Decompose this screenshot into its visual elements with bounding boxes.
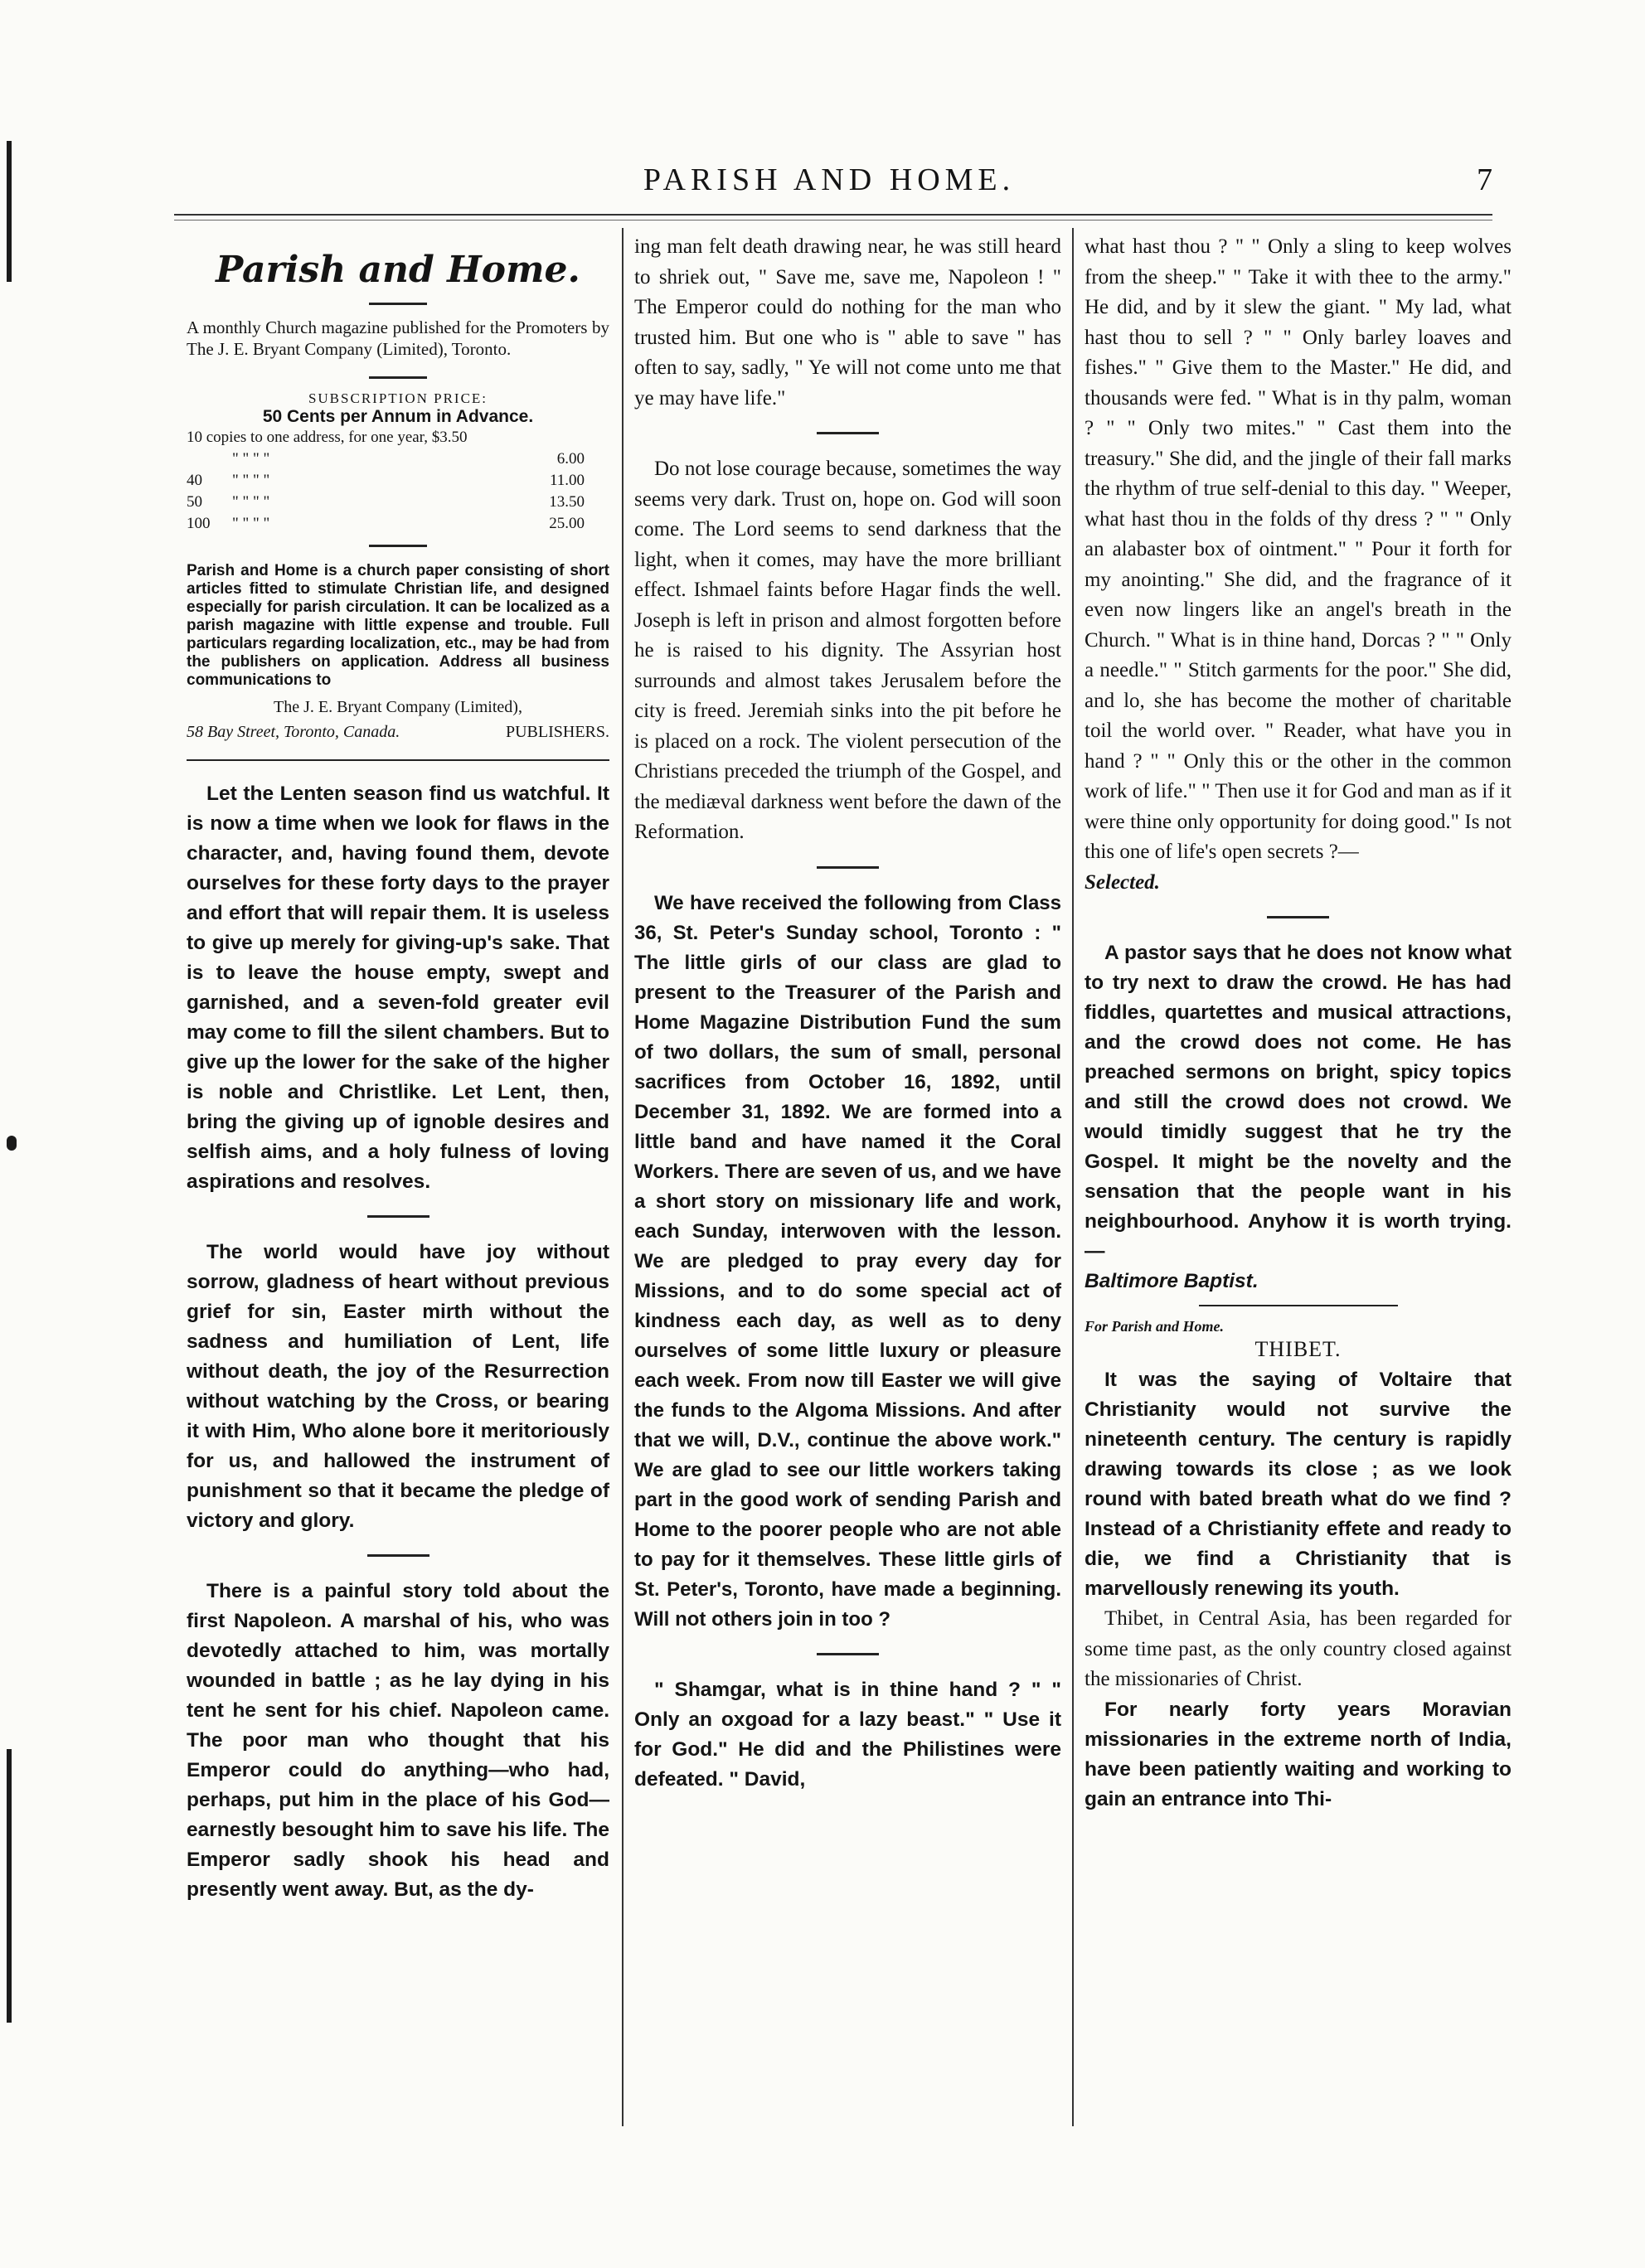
divider bbox=[369, 545, 427, 547]
divider bbox=[369, 303, 427, 305]
divider bbox=[1267, 916, 1329, 918]
header-rule bbox=[174, 214, 1492, 216]
divider bbox=[369, 376, 427, 379]
column-right bbox=[1085, 232, 1512, 1815]
rate-first: 10 copies to one address, for one year, $3.50 bbox=[187, 429, 468, 446]
section-rule bbox=[187, 759, 609, 761]
rate-row: 40 " " " " 11.00 bbox=[187, 472, 585, 489]
article-napoleon-continued: ing man felt death drawing near, he was still heard to shriek out, " Save me, save me, Napoleon ! " The Emperor could do nothing for the man who trusted him. But one who is " able to save " has often to say, sadly, " Ye will not come unto me that ye may have life." bbox=[634, 235, 1061, 410]
rates-table bbox=[187, 427, 609, 535]
column-middle bbox=[634, 232, 1061, 1795]
article-thibet-p2: Thibet, in Central Asia, has been regarded for some time past, as the only country closed against the missionaries of Christ. bbox=[1085, 1607, 1512, 1690]
page-number: 7 bbox=[1477, 162, 1492, 197]
article-thibet-p3: For nearly forty years Moravian missionaries in the extreme north of India, have been patiently waiting and working to gain an entrance into Thi- bbox=[1085, 1698, 1512, 1810]
divider bbox=[367, 1554, 429, 1557]
article-napoleon: There is a painful story told about the first Napoleon. A marshal of his, who was devotedly attached to him, was mortally wounded in battle ; as he lay dying in his tent he sent for his chief. Napoleon came. The poor man who thought that his Emperor could do anything—who had, perhaps, put him in the place of his God—earnestly besought him to save his life. The Emperor sadly shook his head and presently went away. But, as the dy- bbox=[187, 1580, 609, 1901]
article-courage: Do not lose courage because, sometimes the way seems very dark. Trust on, hope on. God will soon come. The Lord seems to send darkness that the light, when it comes, may have the more brilliant effect. Ishmael faints before Hagar finds the well. Joseph is left in prison and almost forgotten before he is raised to his dignity. The Assyrian host surrounds and almost takes Jerusalem before the city is freed. Jeremiah sinks into the pit before he is placed on a rock. The violent persecution of the Christians preceded the triumph of the Gospel, and the mediæval darkness went before the dawn of the Reformation. bbox=[634, 458, 1061, 843]
article-shamgar: " Shamgar, what is in thine hand ? " " Only an oxgoad for a lazy beast." " Use it for God." He did and the Philistines were defeated. " David, bbox=[634, 1678, 1061, 1791]
attribution-baltimore: Baltimore Baptist. bbox=[1085, 1270, 1259, 1292]
divider bbox=[817, 432, 879, 434]
rate-row: " " " " 6.00 bbox=[232, 450, 585, 468]
divider bbox=[367, 1215, 429, 1218]
divider bbox=[817, 866, 879, 869]
masthead-intro: A monthly Church magazine published for the Promoters by The J. E. Bryant Company (Limited), Toronto. bbox=[187, 317, 609, 359]
section-rule bbox=[1199, 1305, 1398, 1306]
article-shamgar-continued: what hast thou ? " " Only a sling to keep wolves from the sheep." " Take it with thee to the army." He did, and by it slew the giant. " My lad, what hast thou to sell ? " " Only barley loaves and fishes." " Give them to the Master." He did, and thousands were fed. " What is in thy palm, woman ? " " Only two mites." " Cast them into the treasury." She did, and the jingle of their fall marks the rhythm of true self-denial to this day. " Weeper, what hast thou in the folds of thy dress ? " " Only an alabaster box of ointment." " Pour it forth for my anointing." She did, and the fragrance of it even now lingers like an angel's breath in the Church. " What is in thine hand, Dorcas ? " " Only a needle." " Stitch garments for the poor." She did, and lo, she has become the mother of charitable toil the world over. " Reader, what have you in hand ? " " Only this or the other in the common work of life." " Then use it for God and man as if it were thine only opportunity for doing good." Is not this one of life's open secrets ?— bbox=[1085, 235, 1512, 863]
scan-edge-mark-bottom bbox=[7, 1749, 12, 2023]
column-left bbox=[187, 232, 609, 1905]
rate-row: 50 " " " " 13.50 bbox=[187, 493, 585, 511]
page-header bbox=[166, 162, 1492, 203]
column-divider-1 bbox=[622, 228, 624, 2126]
subscription-label: SUBSCRIPTION PRICE: bbox=[308, 390, 488, 406]
column-divider-2 bbox=[1072, 228, 1074, 2126]
scan-edge-mark-middle bbox=[7, 1136, 17, 1151]
publisher-address: 58 Bay Street, Toronto, Canada. bbox=[187, 723, 400, 741]
article-title-thibet: THIBET. bbox=[1254, 1337, 1342, 1361]
publisher-notice: Parish and Home is a church paper consisting of short articles fitted to stimulate Christian life, and designed especially for parish circulation. It can be localized as a parish magazine with little expense and trouble. Full particulars regarding localization, etc., may be had from the publishers on application. Address all business communications to bbox=[187, 562, 609, 689]
scan-edge-mark-top bbox=[7, 141, 12, 282]
article-world: The world would have joy without sorrow, gladness of heart without previous grief for sin, Easter mirth without the sadness and humiliation of Lent, life without death, the joy of the Resurrection without watching by the Cross, or bearing it with Him, Who alone bore it meritoriously for us, and hallowed the instrument of punishment so that it became the pledge of victory and glory. bbox=[187, 1241, 609, 1532]
publisher-label: PUBLISHERS. bbox=[505, 723, 609, 741]
article-pastor: A pastor says that he does not know what to try next to draw the crowd. He has had fiddles, quartettes and musical attractions, and the crowd does not come. He has preached sermons on bright, spicy topics and still the crowd does not crowd. We would timidly suggest that he try the Gospel. It might be the novelty and the sensation that the people want in his neighbourhood. Anyhow it is worth trying.— bbox=[1085, 942, 1512, 1262]
rate-row: 100 " " " " 25.00 bbox=[187, 515, 585, 532]
masthead: Parish and Home. bbox=[216, 249, 580, 291]
article-thibet-p1: It was the saying of Voltaire that Christianity would not survive the nineteenth century. The century is rapidly drawing towards its close ; as we look round with bated breath what do we find ? Instead of a Christianity effete and ready to die, we find a Christianity that is marvellously renewing its youth. bbox=[1085, 1369, 1512, 1600]
publisher-name: The J. E. Bryant Company (Limited), bbox=[274, 698, 522, 716]
running-title: PARISH AND HOME. bbox=[643, 162, 1016, 197]
article-lenten: Let the Lenten season find us watchful. It is now a time when we look for flaws in the character, and, having found them, devote ourselves for these forty days to the prayer and effort that will repair them. It is useless to give up merely for giving-up's sake. That is to leave the house empty, swept and garnished, and a seven-fold greater evil may come to fill the silent chambers. But to give up the lower for the sake of the higher is noble and Christlike. Let Lent, then, bring the giving up of ignoble desires and selfish aims, and a holy fulness of loving aspirations and resolves. bbox=[187, 783, 609, 1193]
attribution-selected: Selected. bbox=[1085, 870, 1160, 894]
price-line: 50 Cents per Annum in Advance. bbox=[262, 407, 534, 426]
article-received: We have received the following from Class 36, St. Peter's Sunday school, Toronto : " The little girls of our class are glad to present to the Treasurer of the Parish and Home Magazine Distribution Fund the sum of two dollars, the sum of small, personal sacrifices from October 16, 1892, until December 31, 1892. We are formed into a little band and have named it the Coral Workers. There are seven of us, and we have a short story on missionary life and work, each Sunday, interwoven with the lesson. We are pledged to pray every day for Missions, and to do some special act of kindness each day, as well as to deny ourselves of some little luxury or pleasure each week. From now till Easter we will give the funds to the Algoma Missions. And after that we will, D.V., continue the above work." We are glad to see our little workers taking part in the good work of sending Parish and Home to the poorer people who are not able to pay for it themselves. These little girls of St. Peter's, Toronto, have made a beginning. Will not others join in too ? bbox=[634, 891, 1061, 1631]
publisher-block bbox=[187, 695, 609, 744]
section-for-line: For Parish and Home. bbox=[1085, 1318, 1225, 1335]
divider bbox=[817, 1653, 879, 1655]
